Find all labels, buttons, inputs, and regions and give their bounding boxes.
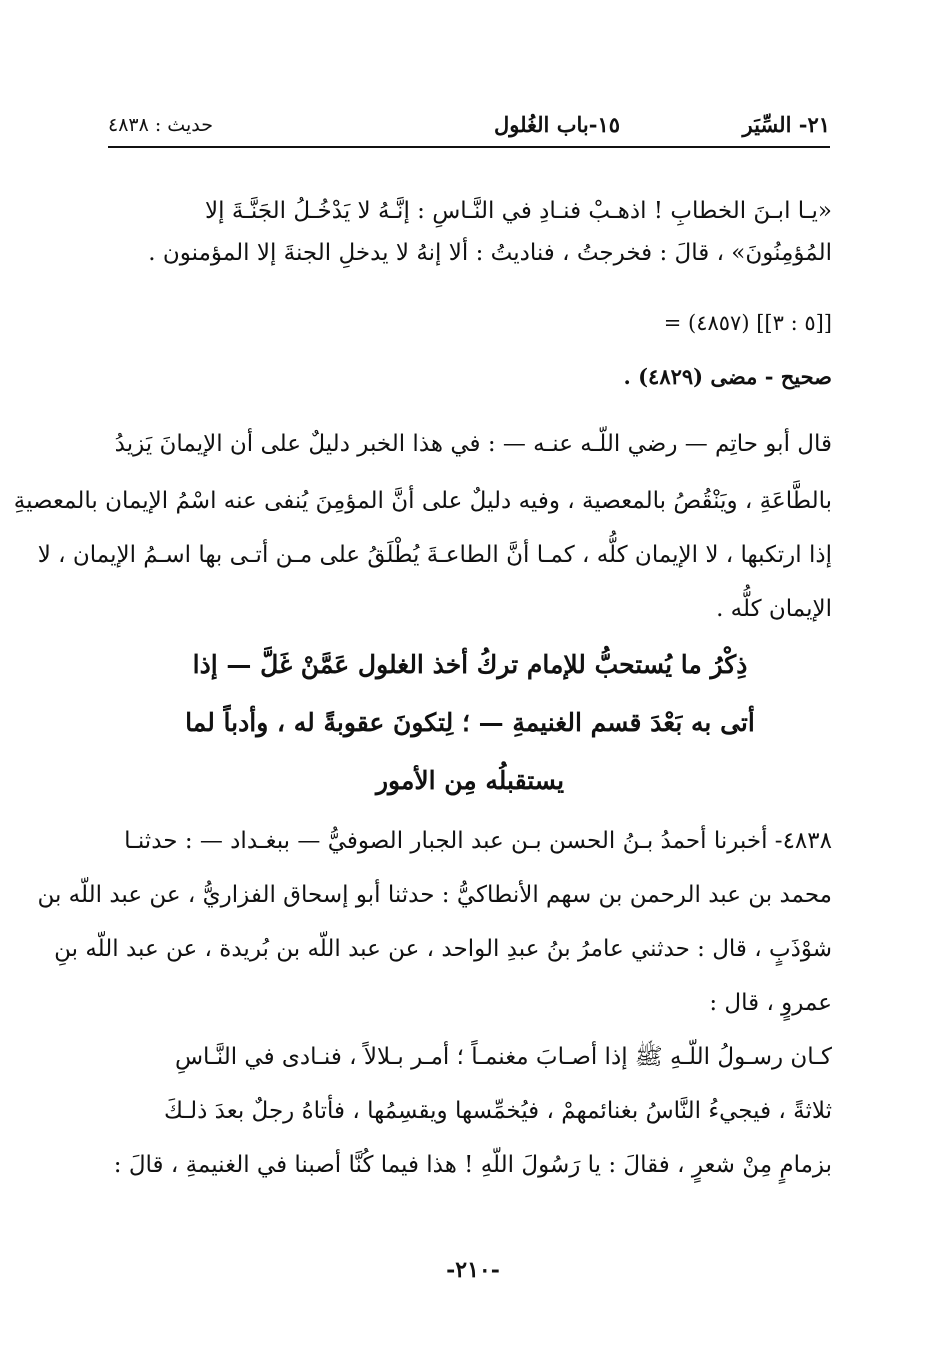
header-chapter: ٢١- السِّيَر xyxy=(742,112,830,137)
text-line: عمروٍ ، قال : xyxy=(709,990,832,1016)
commentary-paragraph xyxy=(13,414,832,636)
cross-reference xyxy=(664,302,832,344)
text-line: كـان رسـولُ اللّـهِ ﷺ إذا أصـابَ مغنمـاً ؛ أمـر بـلالاً ، فنـادى في النَّـاسِ xyxy=(174,1044,832,1070)
text-line: ٤٨٣٨- أخبرنا أحمدُ بـنُ الحسن بـن عبد الجبار الصوفيُّ — ببغـداد — : حدثنـا xyxy=(124,828,832,854)
running-header xyxy=(108,112,830,148)
text-line: «يـا ابـنَ الخطابِ ! اذهـبْ فنـادِ في النَّـاسِ : إنَّـهُ لا يَدْخُـلُ الجَنَّـةَ إلا xyxy=(205,198,832,224)
text-line: محمد بن عبد الرحمن بن سهم الأنطاكيُّ : حدثنا أبو إسحاق الفزاريُّ ، عن عبد اللّه بن xyxy=(37,882,832,908)
text-line: المُؤمِنُونَ» ، قالَ : فخرجتُ ، فناديتُ : ألا إنهُ لا يدخلِ الجنةَ إلا المؤمنون . xyxy=(148,240,832,266)
previous-hadith-text xyxy=(108,190,832,274)
page-number: -٢١٠- xyxy=(446,1257,500,1283)
header-hadith-ref: حديث : ٤٨٣٨ xyxy=(108,114,213,136)
title-line: أتى به بَعْدَ قسم الغنيمةِ — ؛ لِتكونَ عقوبةً له ، وأدباً لما xyxy=(185,708,755,737)
grade-line: صحيح - مضى (٤٨٢٩) . xyxy=(623,364,832,389)
matn-paragraph xyxy=(108,1030,832,1192)
title-line: ذِكْرُ ما يُستحبُّ للإمام تركُ أخذ الغلول عَمَّنْ غَلَّ — إذا xyxy=(192,650,748,679)
text-line: الإيمان كلُّه . xyxy=(716,596,832,622)
header-section: ١٥-باب الغُلول xyxy=(493,112,620,137)
text-line: إذا ارتكبها ، لا الإيمان كلُّه ، كمـا أنَّ الطاعـةَ يُطْلَقُ على مـن أتـى بها اسـمُ الإيمان ، لا xyxy=(37,542,832,568)
text-line: بالطَّاعَةِ ، ويَنْقُصُ بالمعصية ، وفيه دليلٌ على أنَّ المؤمِنَ يُنفى عنه اسْمُ الإيمان بالمعصيةِ xyxy=(13,488,832,514)
hadith-grade xyxy=(623,356,832,398)
text-line: بزمامٍ مِنْ شعرٍ ، فقالَ : يا رَسُولَ اللّهِ ! هذا فيما كُنَّا أصبنا في الغنيمةِ ، قالَ : xyxy=(113,1152,832,1178)
isnad-paragraph xyxy=(37,814,832,1030)
title-line: يستقبلُه مِن الأمور xyxy=(375,766,565,795)
chapter-title xyxy=(108,636,832,810)
text-line: ثلاثةً ، فيجيءُ النَّاسُ بغنائمهمْ ، فيُخمِّسها ويقسِمُها ، فأتاهُ رجلٌ بعدَ ذلـكَ xyxy=(163,1098,832,1124)
text-line: شوْذَبٍ ، قال : حدثني عامرُ بنُ عبدِ الواحد ، عن عبد اللّه بن بُريدة ، عن عبد اللّه بنِ xyxy=(54,936,832,962)
text-line: قال أبو حاتِم — رضي اللّـه عنـه — : في هذا الخبر دليلٌ على أن الإيمانَ يَزيدُ xyxy=(114,431,832,457)
cross-ref-line: = (٤٨٥٧) [[٥ : ٣]] xyxy=(663,311,832,335)
